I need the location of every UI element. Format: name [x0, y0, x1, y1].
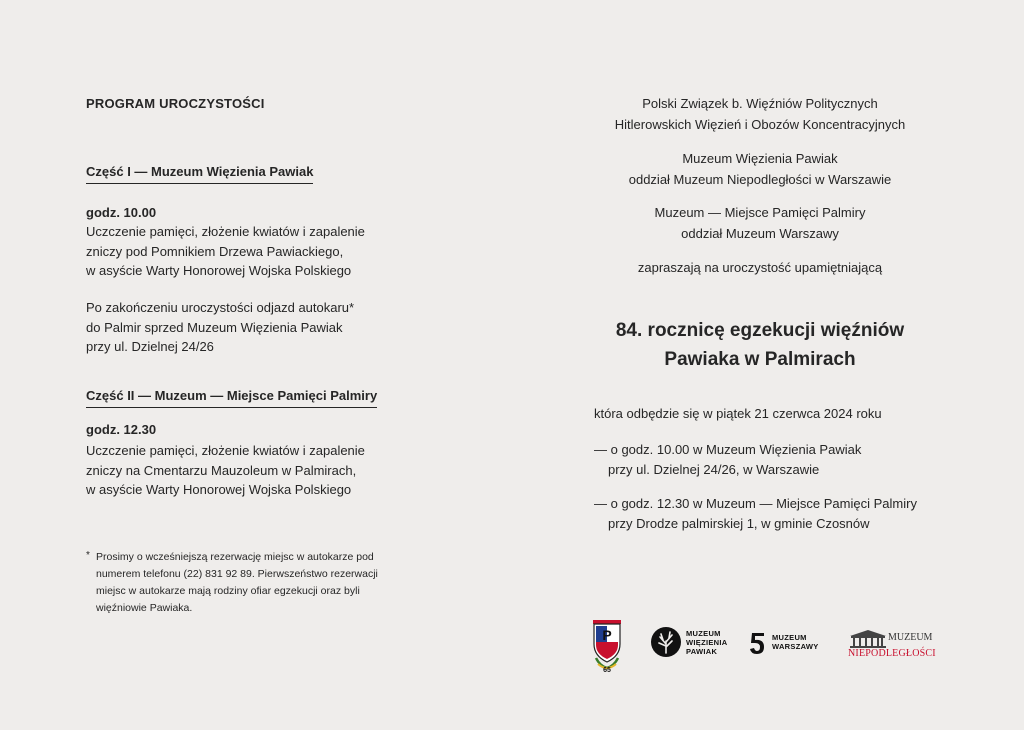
- tree-icon: [650, 626, 682, 658]
- organizer-1: Polski Związek b. Więźniów Politycznych Hitlerowskich Więzień i Obozów Koncentracyjnych: [614, 96, 906, 132]
- warszawy-wordmark: MUZEUM WARSZAWY: [772, 633, 819, 651]
- footnote: * Prosimy o wcześniejszą rezerwację miejsc w autokarze pod numerem telefonu (22) 831 92 89. Pierwszeństwo rezerwacji miejsc w autokarze mają rodziny ofiar egzekucji oraz byli więźniowie Pawiaka.: [86, 549, 378, 617]
- part2-description: Uczczenie pamięci, złożenie kwiatów i zapalenie zniczy na Cmentarzu Mauzoleum w Palmirach, w asyście Warty Honorowej Wojska Polskiego: [86, 443, 365, 497]
- footnote-marker: *: [86, 550, 90, 561]
- part1-description: Uczczenie pamięci, złożenie kwiatów i zapalenie zniczy pod Pomnikiem Drzewa Pawiackiego, w asyście Warty Honorowej Wojska Polskiego: [86, 224, 365, 278]
- organizer-2: Muzeum Więzienia Pawiak oddział Muzeum Niepodległości w Warszawie: [628, 151, 892, 187]
- event-title: 84. rocznicę egzekucji więźniów Pawiaka w Palmirach: [615, 320, 905, 370]
- event-1: — o godz. 10.00 w Muzeum Więzienia Pawiak przy ul. Dzielnej 24/26, w Warszawie: [594, 442, 862, 477]
- pawiak-wordmark: MUZEUM WIĘZIENIA PAWIAK: [686, 629, 728, 656]
- part1-heading: Część I — Muzeum Więzienia Pawiak: [86, 164, 313, 184]
- building-icon: [848, 628, 888, 648]
- event-2: — o godz. 12.30 w Muzeum — Miejsce Pamięci Palmiry przy Drodze palmirskiej 1, w gminie Czosnów: [594, 496, 917, 531]
- date-line: która odbędzie się w piątek 21 czerwca 2024 roku: [594, 406, 882, 421]
- niepodleglosci-word: NIEPODLEGŁOŚCI: [848, 648, 936, 659]
- part2-heading: Część II — Muzeum — Miejsce Pamięci Palmiry: [86, 388, 377, 408]
- niepodleglosci-word-museum: MUZEUM: [888, 632, 933, 643]
- invite-line: zapraszają na uroczystość upamiętniającą: [637, 260, 883, 275]
- emblem-letter: P: [602, 627, 612, 643]
- program-title: PROGRAM UROCZYSTOŚCI: [86, 96, 265, 111]
- part1-time: godz. 10.00: [86, 205, 157, 220]
- organizer-3: Muzeum — Miejsce Pamięci Palmiry oddział Muzeum Warszawy: [654, 205, 866, 241]
- siren-icon: [748, 630, 768, 656]
- logos-row: [590, 618, 950, 678]
- shield-icon: [590, 618, 624, 674]
- prisoners-union-emblem: [590, 618, 624, 679]
- bus-note: Po zakończeniu uroczystości odjazd autokaru* do Palmir sprzed Muzeum Więzienia Pawiak przy ul. Dzielnej 24/26: [86, 300, 355, 354]
- emblem-number: 65: [603, 667, 611, 674]
- part2-time: godz. 12.30: [86, 422, 157, 437]
